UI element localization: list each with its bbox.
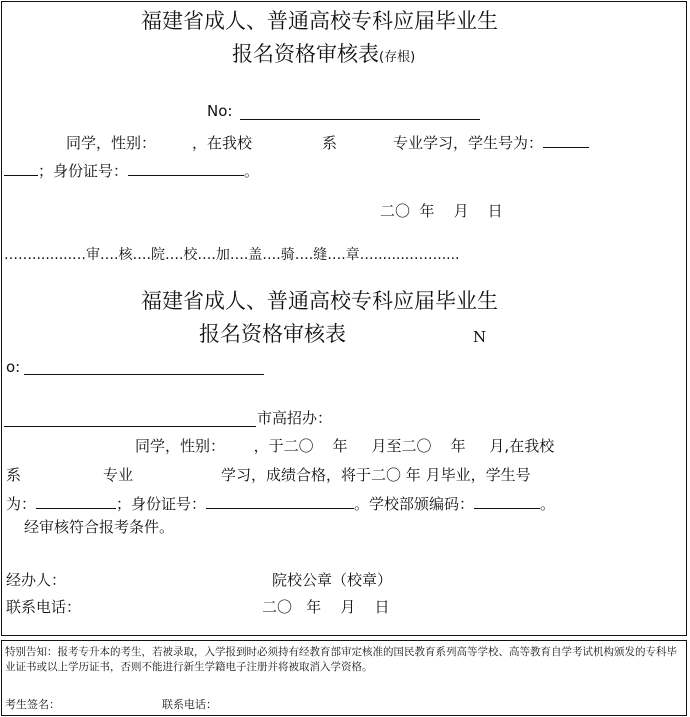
form-title-line1: 福建省成人、普通高校专科应届毕业生 — [141, 289, 498, 313]
stub-line1-a: 同学，性别： — [66, 134, 157, 152]
form-frame — [1, 1, 687, 636]
stub-no-label: No: — [207, 102, 233, 120]
form-line3-d: 。 — [540, 495, 556, 513]
stub-line1 — [8, 133, 678, 151]
stub-name-blank[interactable] — [8, 134, 66, 148]
form-no-field[interactable] — [24, 374, 264, 375]
form-line1: 同学，性别： ，于二〇 年 月至二〇 年 月,在我校 — [135, 437, 555, 455]
form-line2-b: 专业 — [103, 466, 134, 484]
form-title-line2: 报名资格审核表 — [199, 322, 346, 346]
form-approval: 经审核符合报考条件。 — [24, 518, 175, 536]
form-line3-c: 。学校部颁编码： — [354, 495, 475, 513]
form-handler-label: 经办人： — [6, 571, 67, 589]
form-major-blank[interactable] — [133, 466, 221, 480]
stub-title-suffix: (存根) — [379, 50, 416, 65]
stub-no-field[interactable] — [240, 119, 480, 120]
form-line3-a: 为： — [6, 495, 37, 513]
stub-title-main: 报名资格审核表 — [232, 42, 379, 66]
stub-gender-blank[interactable] — [156, 134, 192, 148]
form-id-field[interactable] — [206, 494, 354, 509]
stub-line2-b: 。 — [244, 162, 260, 180]
form-line2 — [6, 466, 686, 483]
stub-major-blank[interactable] — [337, 134, 393, 148]
notice-phone-label: 联系电话： — [162, 698, 217, 711]
stub-title-line1: 福建省成人、普通高校专科应届毕业生 — [141, 9, 498, 33]
stub-line2 — [4, 161, 259, 179]
stub-line1-d: 专业学习，学生号为： — [393, 134, 544, 152]
form-line3 — [6, 494, 555, 512]
notice-text: 特别告知：报考专升本的考生，若被录取，入学报到时必须持有经教育部审定核准的国民教育系列高等学校、高等教育自学考试机构颁发的专科毕业证书或以上学历证书，否则不能进行新生学籍电子注册并将被取消入学资格。 — [5, 646, 677, 673]
stub-dept-blank[interactable] — [252, 134, 322, 148]
form-line3-b: ；身份证号： — [116, 495, 207, 513]
form-date: 二〇 年 月 日 — [262, 598, 390, 616]
seal-stitch-line: …….........…审….核….院….校….加….盖….骑….缝….章…........……..... — [4, 247, 460, 263]
stub-title-line2 — [232, 44, 415, 65]
stub-id-field[interactable] — [128, 161, 244, 176]
form-office-field[interactable] — [4, 426, 256, 427]
form-student-no-field[interactable] — [36, 494, 116, 509]
form-no-label-n: N — [473, 328, 487, 346]
stub-line2-a: ；身份证号： — [38, 162, 129, 180]
form-line2-a: 系 — [6, 466, 22, 484]
form-no-label-o: o: — [6, 358, 21, 376]
form-school-code-field[interactable] — [474, 494, 540, 509]
form-school-seal: 院校公章（校章） — [272, 571, 393, 589]
form-line2-c: 学习，成绩合格，将于二〇 年 月毕业，学生号 — [221, 466, 531, 484]
stub-date: 二〇 年 月 日 — [380, 202, 503, 220]
form-phone-label: 联系电话： — [6, 598, 82, 616]
notice-signature-label: 考生签名： — [5, 698, 60, 711]
stub-student-no-field-cont[interactable] — [4, 161, 38, 176]
stub-line1-c: 系 — [322, 134, 338, 152]
form-dept-blank[interactable] — [21, 466, 103, 480]
stub-line1-b: ，在我校 — [192, 134, 253, 152]
stub-student-no-field[interactable] — [543, 133, 589, 148]
form-office-label: 市高招办： — [257, 409, 333, 427]
